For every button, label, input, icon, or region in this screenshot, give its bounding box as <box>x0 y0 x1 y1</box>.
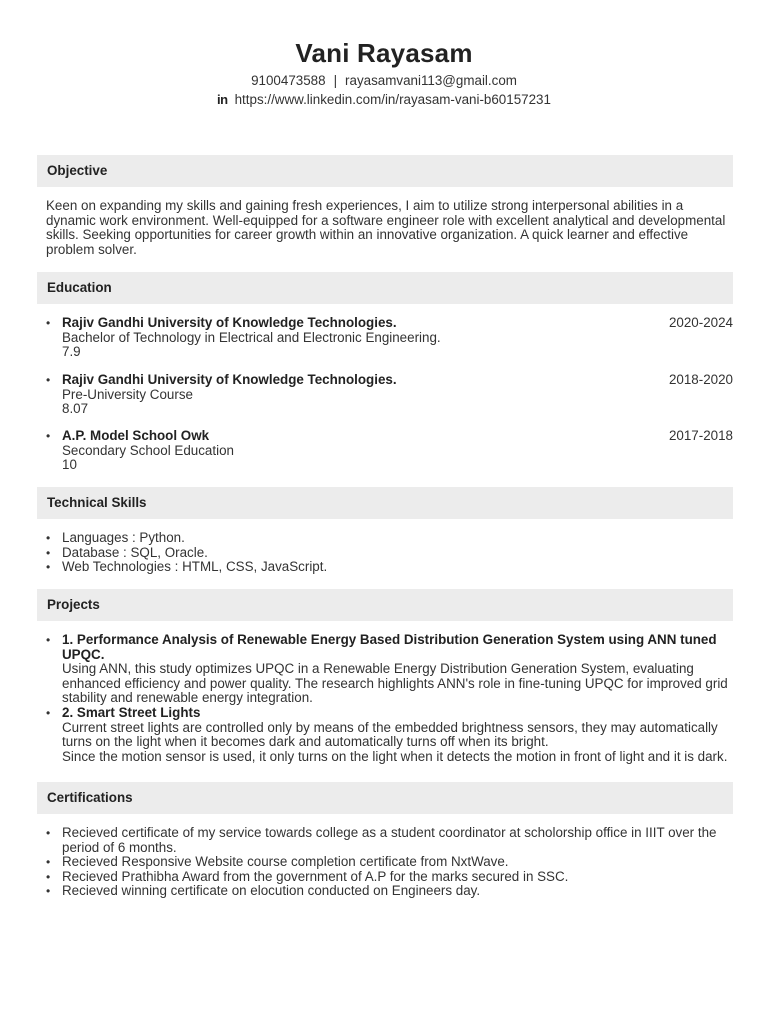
list-item <box>37 560 733 575</box>
project-description: Current street lights are controlled only by means of the embedded brightness sensors, they may automatically turns on the light when it becomes dark and automatically turns off when its bright. <box>62 719 718 750</box>
institution-name: Rajiv Gandhi University of Knowledge Technologies. <box>62 372 397 387</box>
certification-text: Recieved certificate of my service towards college as a student coordinator at scholorship office in IIIT over the period of 6 months. <box>62 825 717 855</box>
certifications-section-header <box>37 782 733 814</box>
project-title: 2. Smart Street Lights <box>62 704 201 720</box>
list-item <box>37 870 733 885</box>
linkedin-url[interactable]: https://www.linkedin.com/in/rayasam-vani-b60157231 <box>234 92 551 107</box>
list-item <box>37 884 733 899</box>
candidate-name: Vani Rayasam <box>295 38 473 68</box>
project-description: Using ANN, this study optimizes UPQC in a Renewable Energy Distribution Generation System, evaluating enhanced efficiency and power quality. The research highlights ANN's role in fine-tuning UPQC for improved grid stability and renewable energy integration. <box>62 661 728 706</box>
project-description-extra: Since the motion sensor is used, it only turns on the light when it detects the motion in front of light and it is dark. <box>62 748 728 764</box>
bullet: • <box>46 429 51 443</box>
linkedin-icon: in <box>217 92 228 107</box>
section-title: Certifications <box>47 790 133 805</box>
score: 7.9 <box>62 344 81 360</box>
score: 8.07 <box>62 401 89 417</box>
email-address: rayasamvani113@gmail.com <box>345 73 517 88</box>
bullet: • <box>46 316 51 330</box>
bullet: • <box>46 855 51 870</box>
objective-text: Keen on expanding my skills and gaining fresh experiences, I aim to utilize strong interpersonal abilities in a dynamic work environment. Well-equipped for a software engineer role with excellent analytical and developmental skills. Seeking opportunities for career growth within an innovative organization. A quick learner and effective problem solver. <box>46 198 726 257</box>
certifications-list <box>37 826 733 899</box>
section-title: Education <box>47 280 112 295</box>
institution-name: A.P. Model School Owk <box>62 428 210 443</box>
institution-name: Rajiv Gandhi University of Knowledge Technologies. <box>62 315 397 330</box>
degree: Pre-University Course <box>62 386 193 402</box>
education-item <box>37 373 733 417</box>
degree: Secondary School Education <box>62 442 234 458</box>
list-item <box>37 633 733 706</box>
list-item <box>37 531 733 546</box>
education-years: 2017-2018 <box>668 428 733 443</box>
section-title: Projects <box>47 597 100 612</box>
education-item <box>37 429 733 473</box>
education-section-header <box>37 272 733 304</box>
contact-separator: | <box>333 73 338 88</box>
section-title: Technical Skills <box>47 495 147 510</box>
list-item <box>37 706 733 764</box>
list-item <box>37 826 733 855</box>
bullet: • <box>46 545 51 560</box>
projects-list <box>37 633 733 764</box>
score: 10 <box>62 457 77 473</box>
education-item <box>37 316 733 360</box>
bullet: • <box>46 531 51 545</box>
skills-list <box>37 531 733 575</box>
bullet: • <box>46 705 51 720</box>
education-years: 2018-2020 <box>668 372 733 387</box>
project-title: 1. Performance Analysis of Renewable Energy Based Distribution Generation System using ANN tuned UPQC. <box>62 632 717 662</box>
skill-text: Web Technologies : HTML, CSS, JavaScript. <box>62 559 328 575</box>
degree: Bachelor of Technology in Electrical and Electronic Engineering. <box>62 329 441 345</box>
certification-text: Recieved Prathibha Award from the government of A.P for the marks secured in SSC. <box>62 868 569 884</box>
bullet: • <box>46 560 51 575</box>
bullet: • <box>46 633 51 647</box>
bullet: • <box>46 826 51 840</box>
skill-text: Languages : Python. <box>62 530 185 545</box>
objective-section-header <box>37 155 733 187</box>
section-title: Objective <box>47 163 108 178</box>
certification-text: Recieved Responsive Website course completion certificate from NxtWave. <box>62 854 509 870</box>
bullet: • <box>46 373 51 387</box>
skill-text: Database : SQL, Oracle. <box>62 544 208 560</box>
education-years: 2020-2024 <box>668 315 733 330</box>
bullet: • <box>46 884 51 899</box>
list-item <box>37 855 733 870</box>
list-item <box>37 546 733 561</box>
contact-line <box>0 73 768 88</box>
certification-text: Recieved winning certificate on elocution conducted on Engineers day. <box>62 883 481 899</box>
bullet: • <box>46 869 51 884</box>
skills-section-header <box>37 487 733 519</box>
linkedin-line <box>0 92 768 107</box>
phone-number: 9100473588 <box>251 73 326 88</box>
projects-section-header <box>37 589 733 621</box>
